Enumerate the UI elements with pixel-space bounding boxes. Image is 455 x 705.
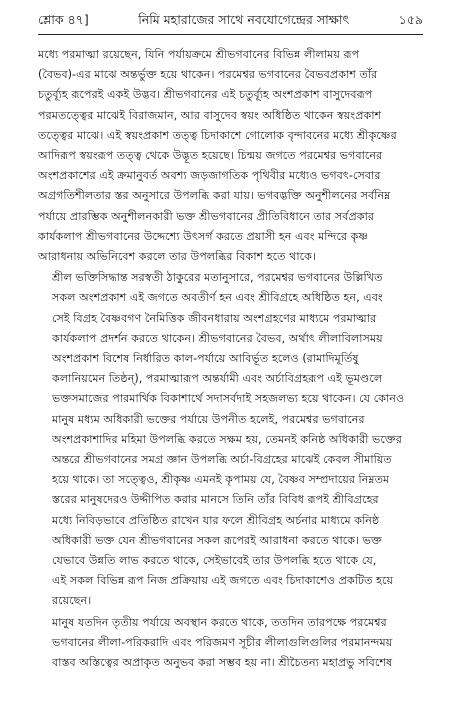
text-line: কার্যকলাপ শ্রীভগবানের উদ্দেশ্যে উৎসর্গ করতে প্রয়াসী হন এবং মন্দিরে কৃষ্ণ — [38, 229, 369, 243]
text-line: মানুষ যতদিন তৃতীয় পর্যায়ে অবস্থান করতে থাকে, ততদিন তারপক্ষে পরমেশ্বর — [52, 615, 387, 629]
chapter-title: নিমি মহারাজের সাথে নবযোগেন্দ্রের সাক্ষাৎ — [138, 12, 350, 27]
paragraph — [38, 613, 423, 674]
paragraph — [38, 268, 423, 611]
text-line: চতুর্ব্যূহ রূপেরই একই উদ্ভব। শ্রীভগবানের এই চতুর্ব্যূহ অংশপ্রকাশ বাসুদেবরূপ — [38, 88, 373, 102]
text-line: অগ্রগতিশীলতার স্তর অনুসারে উপলব্ধি করা যায়। ভগবদ্ভক্তি অনুশীলনের সর্বনিম্ন — [38, 189, 391, 203]
page-header — [38, 10, 423, 32]
text-line: মধ্যে নিবিড়ভাবে প্রতিষ্ঠিত রাখেন যার ফলে শ্রীবিগ্রহ অর্চনার মাধ্যমে কনিষ্ঠ — [52, 513, 380, 527]
text-line: (বৈভব)-এর মাঝে অন্তর্ভুক্ত হয়ে থাকেন। পরমেশ্বর ভগবানের বৈভবপ্রকাশ তাঁর — [38, 68, 378, 82]
text-line: পরমতত্ত্বের মাঝেই বিরাজমান, আর বাসুদেব স্বয়ং অধিষ্ঠিত থাকেন স্বয়ংপ্রকাশ — [38, 108, 382, 122]
paragraph — [38, 45, 423, 267]
text-line: কলানিয়মেন তিষ্ঠন্‌), পরমাত্মারূপ অন্তর্যামী এবং অর্চাবিগ্রহরূপ এই ভূমণ্ডলে — [52, 372, 383, 386]
body-text — [38, 45, 423, 673]
header-divider — [38, 34, 423, 35]
text-line: তত্ত্বের মাঝে। এই স্বয়ংপ্রকাশ তত্ত্ব চিদাকাশে গোলোক বৃন্দাবনের মধ্যে শ্রীকৃষ্ণের — [38, 128, 397, 142]
page-number: ১৫৯ — [398, 12, 423, 27]
text-line: অধিকারী ভক্ত যেন শ্রীভগবানের সকল রূপেরই আরাধনা করতে থাকে। ভক্ত — [52, 533, 382, 547]
verse-reference: শ্লোক ৪৭] — [38, 12, 89, 27]
text-line: অংশপ্রকাশ বিশেষ নির্ধারিত কাল-পর্যায়ে আবির্ভূত হলেও (রামাদিমূর্তিষু — [52, 352, 359, 366]
text-line: বাস্তব অস্তিত্বের অপ্রাকৃত অনুভব করা সম্ভব হয় না। শ্রীচৈতন্য মহাপ্রভু সবিশেষ — [52, 656, 393, 670]
text-line: কার্যকলাপ প্রদর্শন করতে থাকেন। শ্রীভগবানের বৈভব, অর্থাৎ লীলাবিলাসময় — [52, 331, 383, 345]
text-line: স্তরের মানুষদেরও উদ্দীপিত করার মানসে তিনি তাঁর বিবিধ রূপই শ্রীবিগ্রহের — [52, 493, 379, 507]
text-line: শ্রীল ভক্তিসিদ্ধান্ত সরস্বতী ঠাকুরের মতানুসারে, পরমেশ্বর ভগবানের উল্লিখিত — [52, 271, 383, 285]
text-line: ভগবানের লীলা-পরিকরাদি এবং পরিজমণ সূচীর লীলাগুলিগুলির পরমানন্দময় — [52, 635, 393, 649]
text-line: রয়েছেন। — [52, 594, 92, 608]
text-line: সকল অংশপ্রকাশ এই জগতে অবতীর্ণ হন এবং শ্রীবিগ্রহে অধিষ্ঠিত হন, এবং — [52, 291, 383, 305]
text-line: অন্তরে শ্রীভগবানের সমগ্র জ্ঞান উপলব্ধি অর্চা-বিগ্রহের মাঝেই কেবল সীমায়িত — [52, 453, 392, 467]
book-page — [38, 10, 423, 695]
text-line: যেভাবে উন্নতি লাভ করতে থাকে, সেইভাবেই তার উপলব্ধি হতে থাকে যে, — [52, 554, 377, 568]
text-line: মানুষ মধ্যম অধিকারী ভক্তের পর্যায়ে উপনীত হলেই, পরমেশ্বর ভগবানের — [52, 412, 365, 426]
text-line: হয়ে থাকে। তা সত্ত্বেও, শ্রীকৃষ্ণ এমনই কৃপাময় যে, বৈষ্ণব সম্প্রদায়ের নিম্নতম — [52, 473, 390, 487]
text-line: আদিরূপ স্বয়ংরূপ তত্ত্ব থেকে উদ্ভূত হয়েছে। চিন্ময় জগতে পরমেশ্বর ভগবানের — [38, 149, 383, 163]
text-line: এই সকল বিভিন্ন রূপ নিজ প্রক্রিয়ায় এই জগতে এবং চিদাকাশেও প্রকটিত হয়ে — [52, 574, 394, 588]
text-line: অংশপ্রকাশের এই ক্রমানুবর্ত অবশ্য জড়জাগতিক পৃথিবীর মধ্যেও ভগবৎ-সেবার — [38, 169, 381, 183]
text-line: পর্যায়ে প্রারম্ভিক অনুশীলনকারী ভক্ত শ্রীভগবানের প্রীতিবিধানে তার সর্বপ্রকার — [38, 209, 375, 223]
text-line: মধ্যে পরমাত্মা রয়েছেন, যিনি পর্যায়ক্রমে শ্রীভগবানের বিভিন্ন লীলাময় রূপ — [38, 48, 360, 61]
text-line: সেই বিগ্রহ বৈষ্ণবগণ নৈমিত্তিক জীবনধারায় অংশগ্রহণের মাধ্যমে পরমাত্মার — [52, 311, 377, 325]
text-line: আরাধনায় অভিনিবেশ করলে তার উপলব্ধির বিকাশ হতে থাকে। — [38, 250, 316, 264]
text-line: ভক্তসমাজের পারমার্থিক বিকাশার্থে সদাসর্বদাই সহজলভ্য হয়ে থাকেন। যে কোনও — [52, 392, 405, 406]
text-line: অংশপ্রকাশাদির মহিমা উপলব্ধি করতে সক্ষম হয়, তেমনই কনিষ্ঠ অধিকারী ভক্তের — [52, 432, 402, 446]
